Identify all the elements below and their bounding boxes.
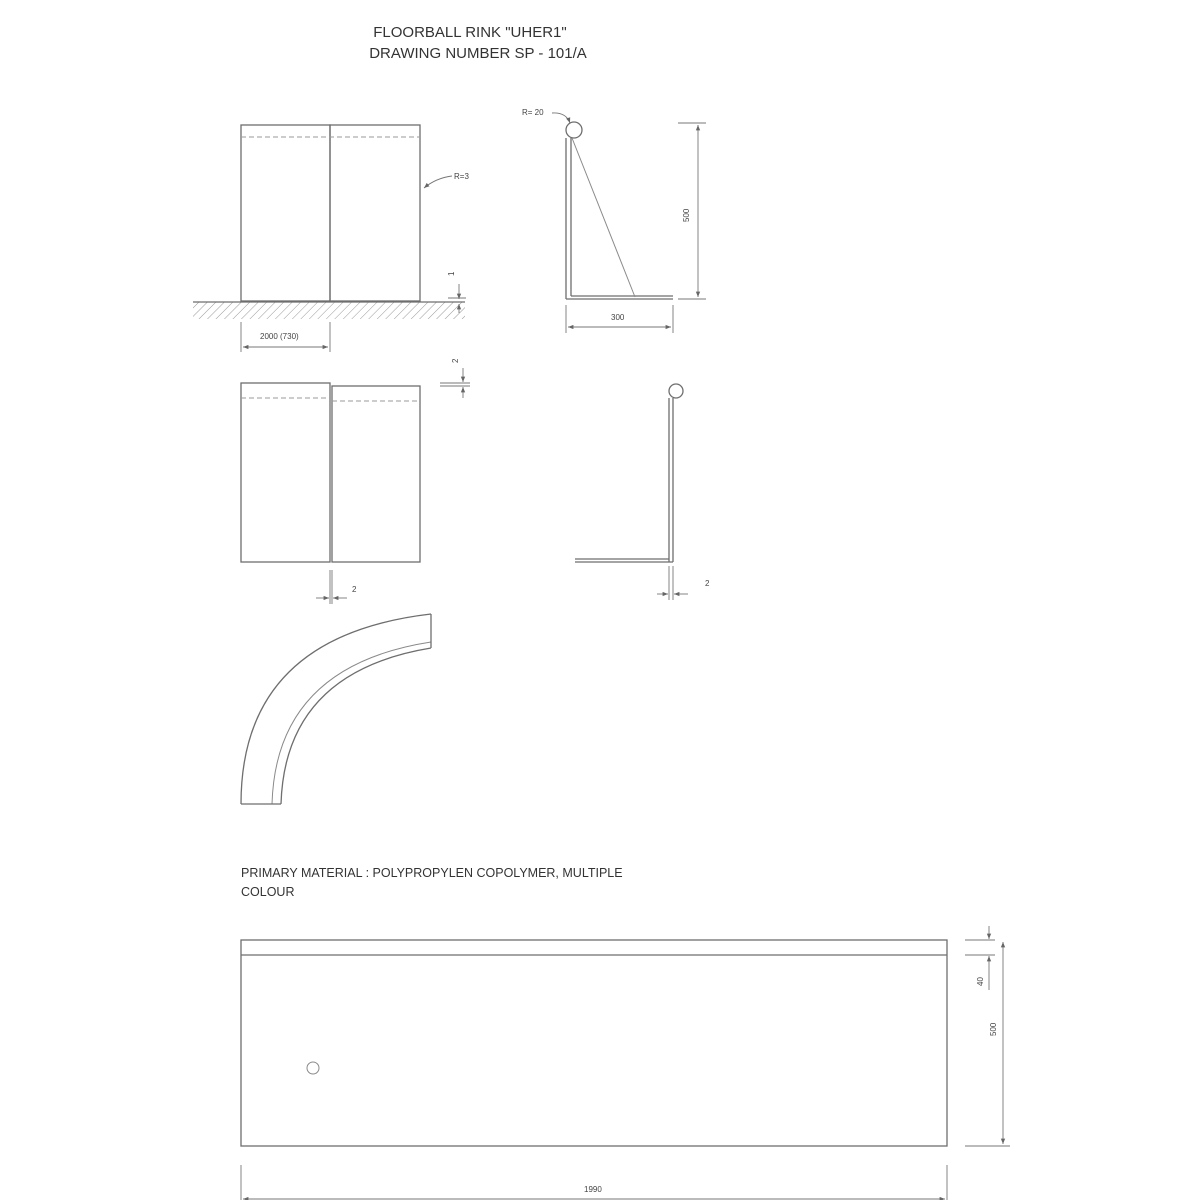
dim-side-height bbox=[678, 123, 706, 299]
dim-panel-width-label: 2000 (730) bbox=[260, 332, 299, 341]
drawing-number: DRAWING NUMBER SP - 101/A bbox=[369, 45, 587, 62]
dim-long-top bbox=[965, 926, 995, 990]
long-board-elevation bbox=[241, 940, 947, 1146]
dim-side-height-label: 500 bbox=[682, 208, 691, 222]
radius-3-leader bbox=[424, 172, 469, 188]
dim-top-gap-2 bbox=[440, 358, 470, 398]
dim-profile-gap-2 bbox=[657, 566, 710, 600]
corner-curve-plan bbox=[241, 614, 431, 804]
side-profile-braced bbox=[566, 122, 673, 299]
dim-side-base-label: 300 bbox=[611, 313, 625, 322]
dim-top-gap-2-label: 2 bbox=[451, 358, 460, 363]
radius-20-leader bbox=[522, 108, 570, 123]
material-note-line2: COLOUR bbox=[241, 885, 295, 899]
dim-long-length bbox=[241, 1165, 947, 1200]
dim-gap-1-label: 1 bbox=[447, 271, 456, 276]
dim-long-height-label: 500 bbox=[989, 1022, 998, 1036]
dim-long-length-label: 1990 bbox=[584, 1185, 602, 1194]
drawing-title: FLOORBALL RINK "UHER1" bbox=[373, 24, 567, 41]
dim-joint-gap-2 bbox=[316, 570, 357, 604]
radius-20-label: R= 20 bbox=[522, 108, 544, 117]
material-note-line1: PRIMARY MATERIAL : POLYPROPYLEN COPOLYMER, MULTIPLE bbox=[241, 866, 623, 880]
dim-panel-width bbox=[241, 322, 330, 352]
front-view-panels-2 bbox=[241, 383, 420, 562]
radius-3-label: R=3 bbox=[454, 172, 469, 181]
side-profile-straight bbox=[575, 384, 683, 562]
dim-profile-gap-2-label: 2 bbox=[705, 579, 710, 588]
floor-hatch bbox=[193, 302, 465, 319]
dim-long-top-label: 40 bbox=[976, 977, 985, 986]
front-view-panels bbox=[241, 125, 420, 301]
dim-long-height bbox=[965, 942, 1010, 1146]
dim-joint-gap-2-label: 2 bbox=[352, 585, 357, 594]
board-hole bbox=[307, 1062, 319, 1074]
dim-side-base bbox=[566, 305, 673, 333]
